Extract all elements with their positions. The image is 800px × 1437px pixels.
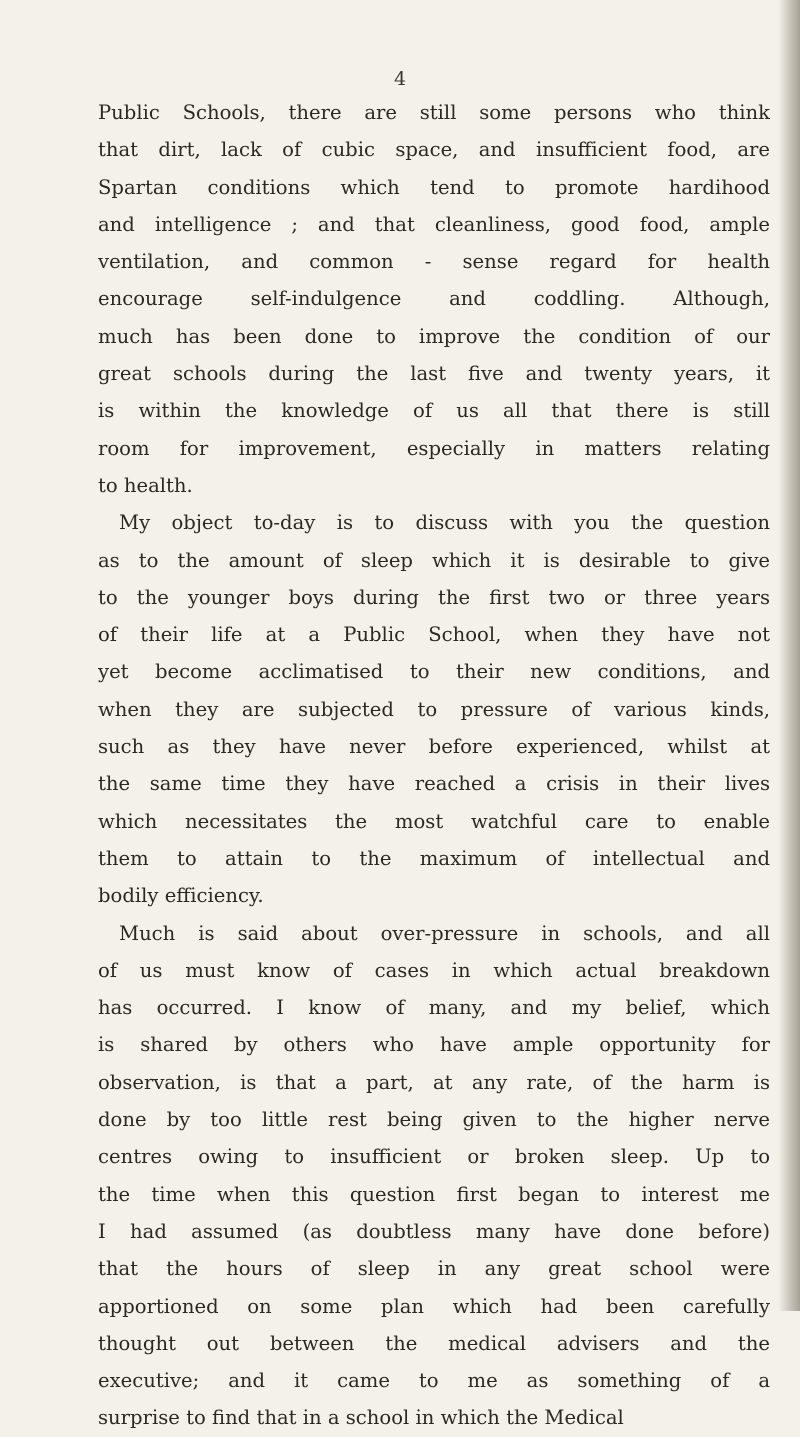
text-line: as to the amount of sleep which it is desirable to give bbox=[98, 548, 770, 572]
text-line: them to attain to the maximum of intellectual and bbox=[98, 846, 770, 870]
text-line: has occurred. I know of many, and my belief, which bbox=[98, 996, 770, 1020]
text-line: done by too little rest being given to the higher nerve bbox=[98, 1108, 770, 1132]
text-line: when they are subjected to pressure of various kinds, bbox=[98, 697, 770, 721]
text-line: yet become acclimatised to their new conditions, and bbox=[98, 660, 770, 684]
page-edge-shadow bbox=[778, 0, 800, 1311]
text-line: encourage self-indulgence and coddling. Although, bbox=[98, 287, 770, 311]
text-line: thought out between the medical advisers and the bbox=[98, 1331, 770, 1355]
text-line: great schools during the last five and twenty years, it bbox=[98, 362, 770, 386]
text-line: executive; and it came to me as something of a bbox=[98, 1369, 770, 1393]
paragraph-start-line: My object to-day is to discuss with you the question bbox=[119, 511, 770, 535]
text-line: Spartan conditions which tend to promote hardihood bbox=[98, 175, 770, 199]
text-line: the same time they have reached a crisis in their lives bbox=[98, 772, 770, 796]
text-line: centres owing to insufficient or broken sleep. Up to bbox=[98, 1145, 770, 1169]
text-line: apportioned on some plan which had been carefully bbox=[98, 1294, 770, 1318]
text-line: which necessitates the most watchful care to enable bbox=[98, 809, 770, 833]
text-line: of their life at a Public School, when they have not bbox=[98, 623, 770, 647]
paragraph-start-line: Much is said about over-pressure in schools, and all bbox=[119, 921, 770, 945]
text-line: much has been done to improve the condition of our bbox=[98, 324, 770, 348]
text-line: of us must know of cases in which actual breakdown bbox=[98, 958, 770, 982]
text-line: and intelligence ; and that cleanliness, good food, ample bbox=[98, 212, 770, 236]
text-line: ventilation, and common - sense regard for health bbox=[98, 250, 770, 274]
body-text bbox=[98, 94, 770, 1437]
text-line: I had assumed (as doubtless many have done before) bbox=[98, 1219, 770, 1243]
text-line: room for improvement, especially in matters relating bbox=[98, 436, 770, 460]
text-line: Public Schools, there are still some persons who think bbox=[98, 101, 770, 124]
text-line: to the younger boys during the first two or three years bbox=[98, 585, 770, 609]
text-line: to health. bbox=[98, 473, 193, 497]
text-line: the time when this question first began to interest me bbox=[98, 1182, 770, 1206]
page-number: 4 bbox=[393, 68, 407, 90]
text-line: is within the knowledge of us all that there is still bbox=[98, 399, 770, 423]
text-line: that the hours of sleep in any great school were bbox=[98, 1257, 770, 1281]
text-line: observation, is that a part, at any rate, of the harm is bbox=[98, 1070, 770, 1094]
text-line: that dirt, lack of cubic space, and insufficient food, are bbox=[98, 138, 770, 162]
text-line: surprise to find that in a school in which the Medical bbox=[98, 1406, 624, 1430]
text-line: such as they have never before experienced, whilst at bbox=[98, 735, 770, 759]
text-line: bodily efficiency. bbox=[98, 884, 264, 908]
text-line: is shared by others who have ample opportunity for bbox=[98, 1033, 770, 1057]
